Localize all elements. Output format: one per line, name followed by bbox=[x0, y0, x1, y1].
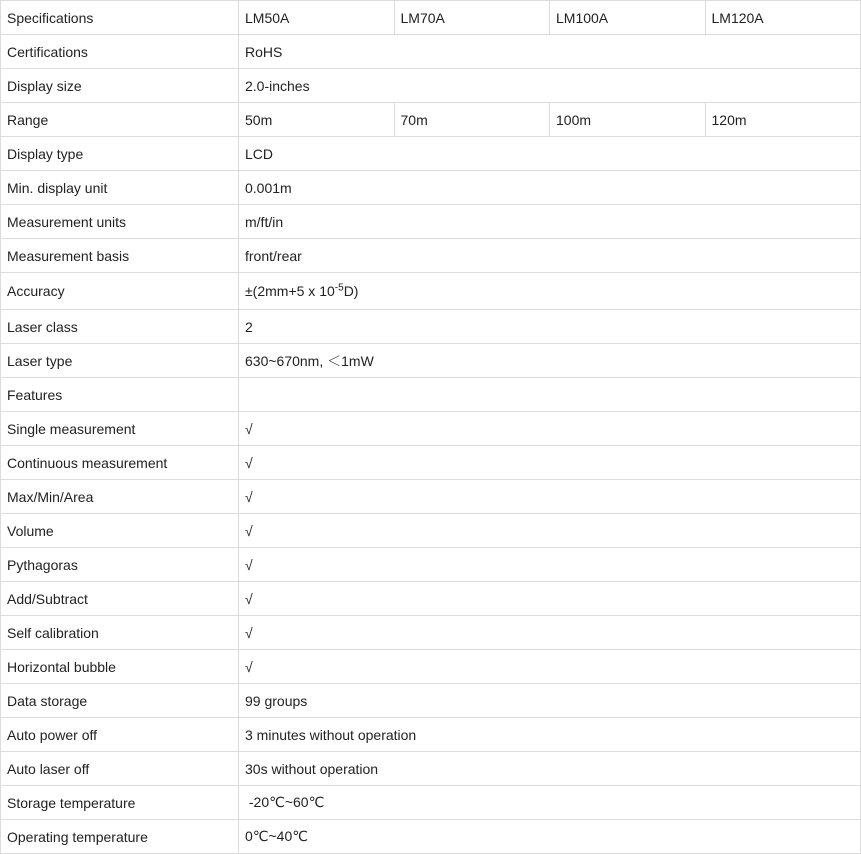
range-cell: 70m bbox=[394, 103, 550, 137]
range-cell: 120m bbox=[705, 103, 861, 137]
model-cell: LM50A bbox=[239, 1, 395, 35]
table-row bbox=[1, 752, 861, 786]
row-value: 99 groups bbox=[239, 684, 861, 718]
row-value: RoHS bbox=[239, 35, 861, 69]
table-row bbox=[1, 239, 861, 273]
row-value: √ bbox=[239, 514, 861, 548]
table-row bbox=[1, 582, 861, 616]
row-value: √ bbox=[239, 446, 861, 480]
table-row bbox=[1, 412, 861, 446]
row-label: Max/Min/Area bbox=[1, 480, 239, 514]
row-value: √ bbox=[239, 616, 861, 650]
row-label: Laser class bbox=[1, 310, 239, 344]
row-value: √ bbox=[239, 480, 861, 514]
row-label: Measurement units bbox=[1, 205, 239, 239]
row-value: 2.0-inches bbox=[239, 69, 861, 103]
table-row bbox=[1, 35, 861, 69]
row-label: Specifications bbox=[1, 1, 239, 35]
model-cell: LM120A bbox=[705, 1, 861, 35]
accuracy-row bbox=[1, 273, 861, 310]
row-value: √ bbox=[239, 650, 861, 684]
empty-cell bbox=[239, 378, 861, 412]
range-row bbox=[1, 103, 861, 137]
row-label: Display size bbox=[1, 69, 239, 103]
header-row bbox=[1, 1, 861, 35]
row-label: Certifications bbox=[1, 35, 239, 69]
range-cell: 50m bbox=[239, 103, 395, 137]
row-label: Volume bbox=[1, 514, 239, 548]
features-heading: Features bbox=[1, 378, 239, 412]
row-label: Laser type bbox=[1, 344, 239, 378]
row-label: Add/Subtract bbox=[1, 582, 239, 616]
row-label: Horizontal bubble bbox=[1, 650, 239, 684]
row-label: Storage temperature bbox=[1, 786, 239, 820]
row-value: 2 bbox=[239, 310, 861, 344]
table-row bbox=[1, 684, 861, 718]
row-label: Display type bbox=[1, 137, 239, 171]
row-value: m/ft/in bbox=[239, 205, 861, 239]
row-value: 0℃~40℃ bbox=[239, 820, 861, 854]
accuracy-suffix: D) bbox=[343, 283, 359, 299]
accuracy-value bbox=[239, 273, 861, 310]
row-value: √ bbox=[239, 412, 861, 446]
table-row bbox=[1, 786, 861, 820]
row-value: √ bbox=[239, 548, 861, 582]
row-value: 3 minutes without operation bbox=[239, 718, 861, 752]
row-label: Auto laser off bbox=[1, 752, 239, 786]
table-row bbox=[1, 171, 861, 205]
table-row bbox=[1, 616, 861, 650]
row-label: Operating temperature bbox=[1, 820, 239, 854]
features-heading-row bbox=[1, 378, 861, 412]
row-value: front/rear bbox=[239, 239, 861, 273]
row-label: Single measurement bbox=[1, 412, 239, 446]
row-label: Measurement basis bbox=[1, 239, 239, 273]
table-row bbox=[1, 310, 861, 344]
row-value: 630~670nm, ＜1mW bbox=[239, 344, 861, 378]
table-row bbox=[1, 514, 861, 548]
row-label: Self calibration bbox=[1, 616, 239, 650]
table-row bbox=[1, 344, 861, 378]
accuracy-exponent: -5 bbox=[334, 282, 344, 294]
row-label: Auto power off bbox=[1, 718, 239, 752]
table-row bbox=[1, 205, 861, 239]
row-label: Min. display unit bbox=[1, 171, 239, 205]
row-value: 0.001m bbox=[239, 171, 861, 205]
row-label: Pythagoras bbox=[1, 548, 239, 582]
row-value: LCD bbox=[239, 137, 861, 171]
row-label: Range bbox=[1, 103, 239, 137]
table-row bbox=[1, 137, 861, 171]
row-label: Accuracy bbox=[1, 273, 239, 310]
accuracy-prefix: ±(2mm+5 x 10 bbox=[245, 283, 335, 299]
row-label: Data storage bbox=[1, 684, 239, 718]
row-value: -20℃~60℃ bbox=[239, 786, 861, 820]
model-cell: LM100A bbox=[550, 1, 706, 35]
table-row bbox=[1, 480, 861, 514]
row-value: 30s without operation bbox=[239, 752, 861, 786]
row-value: √ bbox=[239, 582, 861, 616]
table-row bbox=[1, 718, 861, 752]
range-cell: 100m bbox=[550, 103, 706, 137]
table-row bbox=[1, 548, 861, 582]
model-cell: LM70A bbox=[394, 1, 550, 35]
table-row bbox=[1, 69, 861, 103]
table-row bbox=[1, 820, 861, 854]
row-label: Continuous measurement bbox=[1, 446, 239, 480]
table-row bbox=[1, 650, 861, 684]
table-row bbox=[1, 446, 861, 480]
